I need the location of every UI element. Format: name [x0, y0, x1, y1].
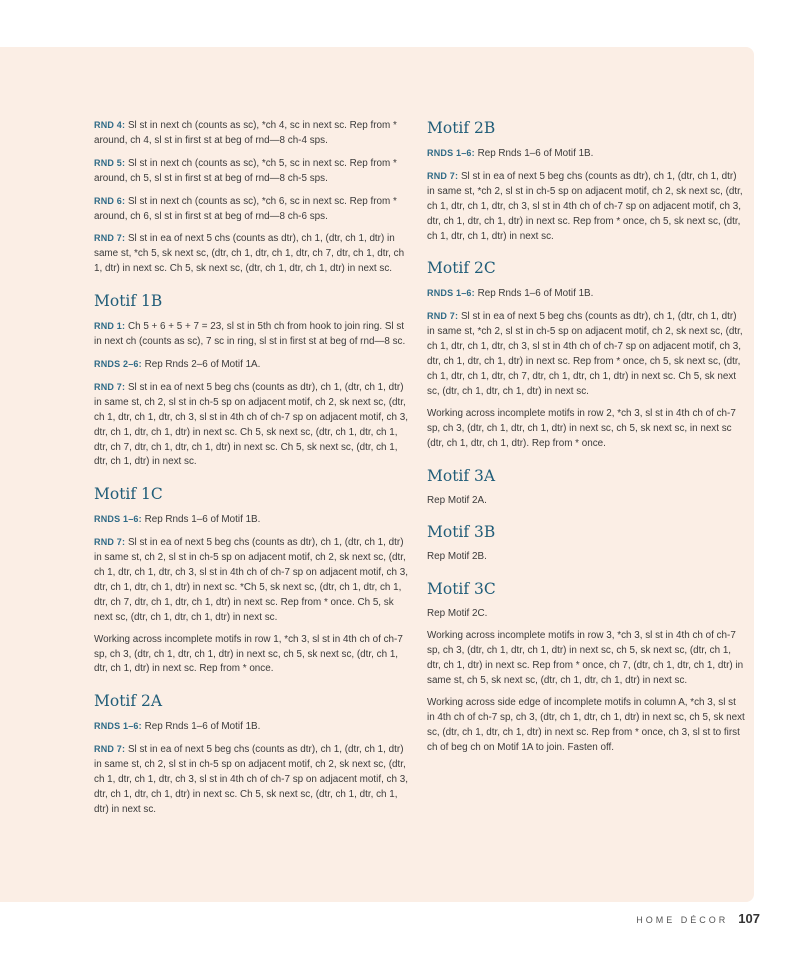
round-label: RND 7:	[94, 537, 126, 548]
motif-3a-heading: Motif 3A	[427, 466, 496, 485]
round-text: Sl st in next ch (counts as sc), *ch 4, sc in next sc. Rep from * around, ch 4, sl st in first st at beg of rnd—8 ch-4 sps.	[94, 120, 397, 146]
working-paragraph: Working across incomplete motifs in row 2, *ch 3, sl st in 4th ch of ch-7 sp, ch 3, (dtr, ch 1, dtr, ch 1, dtr) in next sc, ch 5, sk next sc, in next sc (dtr, ch 1, dtr, ch 1, dtr). Rep from * once.	[427, 407, 736, 449]
round-label: RND 1:	[94, 321, 126, 332]
round-label: RNDS 1–6:	[427, 148, 475, 158]
motif-3c-heading: Motif 3C	[427, 580, 496, 599]
left-column	[94, 118, 410, 825]
rnd7-paragraph	[94, 742, 410, 818]
round-label: RND 7:	[427, 170, 459, 181]
round-label: RND 7:	[427, 311, 459, 322]
page-footer	[636, 911, 760, 931]
round-text: Sl st in ea of next 5 chs (counts as dtr), ch 1, (dtr, ch 1, dtr) in same st, *ch 5, sk next sc, (dtr, ch 1, dtr, ch 1, dtr, ch 7, dtr, ch 1, dtr, ch 1, dtr) in next sc. Ch 5, sk next sc, (dtr, ch 1, dtr, ch 1, dtr) in next sc.	[94, 233, 405, 275]
rnd7-paragraph	[427, 169, 745, 245]
round-label: RND 5:	[94, 157, 126, 168]
rnds-paragraph	[427, 286, 745, 302]
rnd5-paragraph	[94, 156, 410, 187]
round-text: Sl st in ea of next 5 beg chs (counts as dtr), ch 1, (dtr, ch 1, dtr) in same st, ch 2, sl st in ch-5 sp on adjacent motif, ch 2, sk next sc, (dtr, ch 1, dtr, ch 1, dtr, ch 3, sl st in 4th ch of ch-7 sp on adjacent motif, ch 3, dtr, ch 1, dtr, ch 1, dtr) in next sc. Ch 5, sk next sc, (dtr, ch 1, dtr, ch 1, dtr, ch 7, dtr, ch 1, dtr, ch 1, dtr) in next sc. Ch 5, sk next sc, (dtr, ch 1, dtr, ch 1, dtr) in next sc.	[94, 381, 408, 468]
working-paragraph: Working across incomplete motifs in row 1, *ch 3, sl st in 4th ch of ch-7 sp, ch 3, (dtr, ch 1, dtr, ch 1, dtr) in next sc, ch 5, sk next sc, (dtr, ch 1, dtr, ch 1, dtr) in next sc. Rep from * once.	[94, 633, 403, 675]
rep-paragraph: Rep Motif 2A.	[427, 494, 487, 506]
rnd6-paragraph	[94, 194, 410, 225]
rnd7-paragraph	[94, 535, 410, 625]
rep-paragraph: Rep Motif 2B.	[427, 551, 487, 563]
round-text: Sl st in next ch (counts as sc), *ch 6, sc in next sc. Rep from * around, ch 6, sl st in first st at beg of rnd—8 ch-6 sps.	[94, 195, 397, 222]
round-text: Rep Rnds 2–6 of Motif 1A.	[141, 358, 261, 370]
round-text: Rep Rnds 1–6 of Motif 1B.	[141, 721, 261, 733]
round-text: Sl st in ea of next 5 beg chs (counts as dtr), ch 1, (dtr, ch 1, dtr) in same st, ch 2, sl st in ch-5 sp on adjacent motif, ch 2, sk next sc, (dtr, ch 1, dtr, ch 1, dtr, ch 3, sl st in 4th ch of ch-7 sp on adjacent motif, ch 3, dtr, ch 1, dtr, ch 1, dtr) in next sc. Ch 5, sk next sc, (dtr, ch 1, dtr, ch 1, dtr) in next sc.	[94, 744, 408, 815]
round-text: Sl st in next ch (counts as sc), *ch 5, sc in next sc. Rep from * around, ch 5, sl st in first st at beg of rnd—8 ch-5 sps.	[94, 157, 397, 184]
round-label: RNDS 2–6:	[94, 358, 142, 369]
motif-1c-heading: Motif 1C	[94, 485, 163, 504]
rnd4-paragraph	[94, 118, 410, 149]
round-label: RNDS 1–6:	[427, 288, 475, 299]
rnds-paragraph	[94, 357, 410, 373]
round-label: RND 7:	[94, 381, 126, 392]
round-text: Sl st in ea of next 5 beg chs (counts as dtr), ch 1, (dtr, ch 1, dtr) in same st, *ch 2, sl st in ch-5 sp on adjacent motif, ch 2, sk next sc, (dtr, ch 1, dtr, ch 1, dtr, ch 3, sl st in 4th ch of ch-7 sp on adjacent motif, ch 3, dtr, ch 1, dtr, ch 1, dtr) in next sc. Rep from * once, ch 5, sk next sc, (dtr, ch 1, dtr, ch 1, dtr) in next sc.	[427, 170, 743, 242]
rnd7-paragraph	[94, 231, 410, 277]
rnd7-paragraph	[94, 380, 410, 470]
right-column	[427, 118, 745, 762]
round-label: RND 4:	[94, 120, 126, 130]
rnd1-paragraph	[94, 319, 410, 350]
motif-2c-heading: Motif 2C	[427, 259, 496, 278]
motif-1b-heading: Motif 1B	[94, 292, 163, 311]
round-text: Rep Rnds 1–6 of Motif 1B.	[474, 288, 594, 300]
round-text: Ch 5 + 6 + 5 + 7 = 23, sl st in 5th ch from hook to join ring. Sl st in next ch (counts as sc), 7 sc in ring, sl st in first st at beg of rnd—8 sc.	[94, 321, 406, 348]
page-number: 107	[738, 911, 760, 926]
rep-paragraph: Rep Motif 2C.	[427, 608, 488, 620]
round-label: RNDS 1–6:	[94, 721, 142, 732]
round-text: Rep Rnds 1–6 of Motif 1B.	[141, 514, 261, 526]
rnds-paragraph	[94, 719, 410, 735]
section-name: HOME DÉCOR	[636, 915, 729, 925]
rnd7-paragraph	[427, 309, 745, 399]
round-label: RND 7:	[94, 744, 126, 755]
round-label: RND 7:	[94, 233, 126, 244]
round-label: RNDS 1–6:	[94, 514, 142, 525]
motif-3b-heading: Motif 3B	[427, 523, 496, 542]
round-text: Rep Rnds 1–6 of Motif 1B.	[474, 148, 594, 159]
round-text: Sl st in ea of next 5 beg chs (counts as dtr), ch 1, (dtr, ch 1, dtr) in same st, *ch 2, sl st in ch-5 sp on adjacent motif, ch 2, sk next sc, (dtr, ch 1, dtr, ch 1, dtr, ch 3, sl st in 4th ch of ch-7 sp on adjacent motif, ch 3, dtr, ch 1, dtr, ch 1, dtr) in next sc. Rep from * once, ch 5, sk next sc, (dtr, ch 1, dtr, ch 1, dtr, ch 7, dtr, ch 1, dtr, ch 1, dtr) in next sc. Ch 5, sk next sc, (dtr, ch 1, dtr, ch 1, dtr) in next sc.	[427, 311, 743, 397]
round-text: Sl st in ea of next 5 beg chs (counts as dtr), ch 1, (dtr, ch 1, dtr) in same st, ch 2, sl st in ch-5 sp on adjacent motif, ch 2, sk next sc, (dtr, ch 1, dtr, ch 1, dtr, ch 3, sl st in 4th ch of ch-7 sp on adjacent motif, ch 3, dtr, ch 1, dtr, ch 1, dtr) in next sc. *Ch 5, sk next sc, (dtr, ch 1, dtr, ch 1, dtr, ch 7, dtr, ch 1, dtr, ch 1, dtr) in next sc. Rep from * once. Ch 5, sk next sc, (dtr, ch 1, dtr, ch 1, dtr) in next sc.	[94, 537, 408, 623]
motif-2b-heading: Motif 2B	[427, 119, 496, 137]
rnds-paragraph	[427, 146, 745, 162]
rnds-paragraph	[94, 512, 410, 528]
motif-2a-heading: Motif 2A	[94, 692, 163, 711]
round-label: RND 6:	[94, 195, 126, 206]
working-side-paragraph: Working across side edge of incomplete motifs in column A, *ch 3, sl st in 4th ch of ch-7 sp, ch 3, (dtr, ch 1, dtr, ch 1, dtr) in next sc, ch 5, sk next sc, (dtr, ch 1, dtr, ch 1, dtr) in next sc. Rep from * once, ch 3, sl st to first ch of beg ch on Motif 1A to join. Fasten off.	[427, 696, 745, 753]
working-row3-paragraph: Working across incomplete motifs in row 3, *ch 3, sl st in 4th ch of ch-7 sp, ch 3, (dtr, ch 1, dtr, ch 1, dtr) in next sc, ch 5, sk next sc, (dtr, ch 1, dtr, ch 1, dtr) in next sc. Rep from * once, ch 7, (dtr, ch 1, dtr, ch 1, dtr) in same st, ch 5, sk next sc, (dtr, ch 1, dtr, ch 1, dtr) in next sc.	[427, 630, 744, 686]
